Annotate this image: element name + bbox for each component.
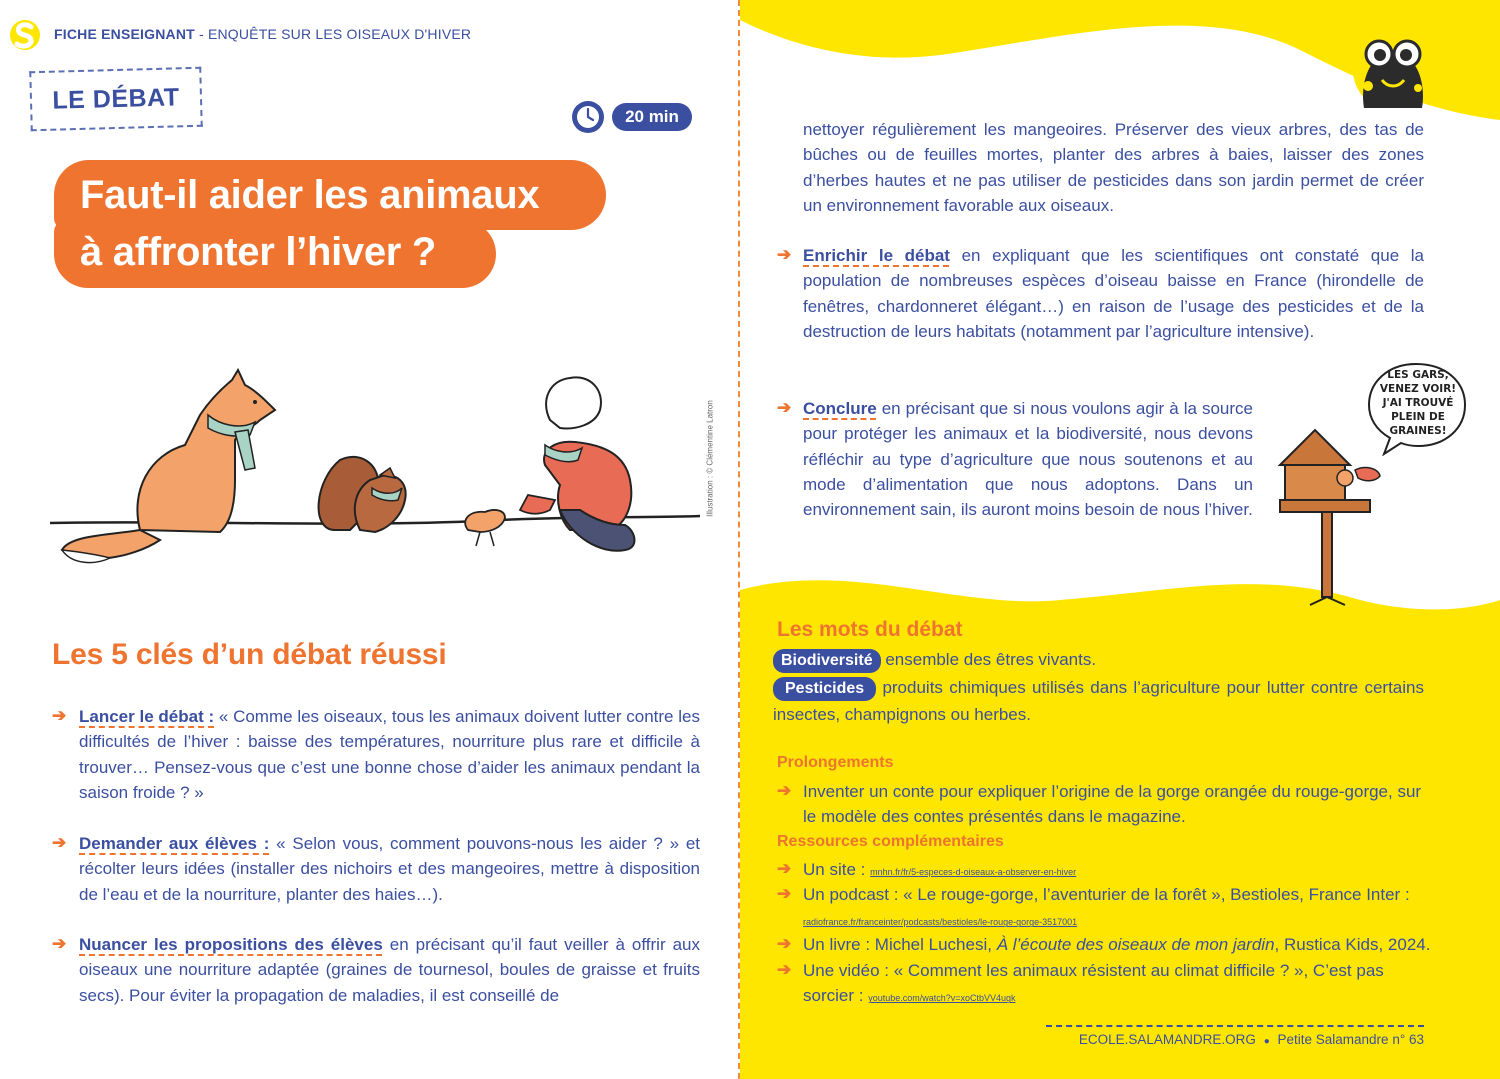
key-item-3-text: en précisant qu’il faut veiller à offrir aux oiseaux une nourriture adaptée (graines de tournesol, boules de graisse et fruits secs). Pour éviter la propagation de maladies, il est conseillé de bbox=[79, 935, 700, 1005]
term-pesticides-definition: produits chimiques utilisés dans l’agriculture pour lutter contre certains insectes, champignons ou herbes. bbox=[773, 678, 1424, 724]
arrow-icon: ➔ bbox=[777, 884, 792, 903]
key-item-4-keyword: Enrichir le débat bbox=[803, 246, 950, 265]
arrow-icon: ➔ bbox=[777, 398, 792, 417]
page-footer bbox=[1046, 1032, 1424, 1047]
mots-section-title: Les mots du débat bbox=[777, 618, 963, 641]
bubble-line-3: J'AI TROUVÉ bbox=[1382, 397, 1454, 409]
illustration-credit bbox=[704, 390, 716, 530]
key-item-1-text: « Comme les oiseaux, tous les animaux doivent lutter contre les difficultés de l’hiver : baisse des températures, nourriture plus rare et difficile à trouver… Pensez-vous que c’est une bonne chose d’aider les animaux pendant la saison froide ? » bbox=[79, 707, 700, 802]
animals-winter-illustration bbox=[50, 360, 700, 580]
key-item-2-text: « Selon vous, comment pouvons-nous les aider ? » et récolter leurs idées (installer des nichoirs et des mangeoires, mettre à disposition de l’eau et de la nourriture, planter des haies…). bbox=[79, 834, 700, 904]
mots-term-1-row bbox=[773, 647, 1424, 673]
bubble-line-4: PLEIN DE bbox=[1391, 411, 1445, 423]
resource-podcast-link[interactable]: radiofrance.fr/franceinter/podcasts/bestioles/le-rouge-gorge-3517001 bbox=[803, 917, 1078, 928]
footer-divider bbox=[1046, 1025, 1424, 1027]
squirrel-figure bbox=[319, 457, 406, 532]
debate-stamp bbox=[29, 67, 203, 131]
term-biodiversite-definition: ensemble des êtres vivants. bbox=[885, 650, 1097, 669]
prolongements-title: Prolongements bbox=[777, 754, 894, 771]
resource-video bbox=[803, 958, 1424, 1012]
fox-figure bbox=[62, 370, 275, 563]
key-item-3-keyword: Nuancer les propositions des élèves bbox=[79, 935, 383, 954]
arrow-icon: ➔ bbox=[777, 245, 792, 264]
resource-book-label: Un livre : Michel Luchesi, bbox=[803, 935, 997, 954]
resource-podcast bbox=[803, 882, 1424, 936]
footer-issue: Petite Salamandre n° 63 bbox=[1277, 1032, 1424, 1047]
term-biodiversite-tag: Biodiversité bbox=[773, 649, 881, 673]
resource-book-rest: , Rustica Kids, 2024. bbox=[1274, 935, 1431, 954]
key-item-2-keyword: Demander aux élèves : bbox=[79, 834, 270, 853]
ressources-title: Ressources complémentaires bbox=[777, 833, 1004, 850]
page-header bbox=[54, 26, 471, 42]
arrow-icon: ➔ bbox=[52, 833, 67, 852]
resource-podcast-label: Un podcast : « Le rouge-gorge, l’aventurier de la forêt », Bestioles, France Inter : bbox=[803, 885, 1410, 904]
arrow-icon: ➔ bbox=[52, 934, 67, 953]
keys-section-title: Les 5 clés d’un débat réussi bbox=[52, 638, 447, 671]
resource-video-link[interactable]: youtube.com/watch?v=xoCtbVV4ugk bbox=[868, 993, 1016, 1004]
arrow-icon: ➔ bbox=[777, 960, 792, 979]
page-fold-divider bbox=[738, 0, 740, 1079]
key-item-1 bbox=[79, 704, 700, 805]
header-separator: - bbox=[194, 26, 208, 42]
speech-bubble-text bbox=[1372, 368, 1464, 438]
resource-book bbox=[803, 932, 1431, 957]
resource-site-label: Un site : bbox=[803, 860, 871, 879]
resource-book-title: À l’écoute des oiseaux de mon jardin bbox=[996, 935, 1275, 954]
key-item-2 bbox=[79, 831, 700, 907]
footer-bullet: ● bbox=[1263, 1036, 1270, 1047]
duration-badge: 20 min bbox=[612, 103, 692, 131]
illustration-credit-text: Illustration : © Clémentine Latron bbox=[705, 400, 715, 517]
page-title-line-2: à affronter l’hiver ? bbox=[54, 220, 496, 288]
term-pesticides-tag: Pesticides bbox=[773, 677, 876, 701]
footer-site[interactable]: ECOLE.SALAMANDRE.ORG bbox=[1078, 1032, 1256, 1047]
mots-term-2-row bbox=[773, 674, 1424, 728]
key-item-5-text: en précisant que si nous voulons agir à la source pour protéger les animaux et la biodiversité, nous devons réfléchir au type d’agriculture que nous soutenons et au mode d’alimentation que nous adoptons. Dans un environnement sain, ils auront moins besoin de nous l’hiver. bbox=[803, 399, 1253, 520]
key-item-5 bbox=[803, 396, 1253, 522]
bubble-line-2: VENEZ VOIR! bbox=[1379, 383, 1457, 395]
page-title-line-1: Faut-il aider les animaux bbox=[54, 160, 606, 230]
header-subtitle: ENQUÊTE SUR LES OISEAUX D'HIVER bbox=[207, 26, 472, 42]
child-figure bbox=[520, 377, 634, 550]
birdhouse-icon bbox=[1270, 420, 1410, 610]
clock-icon bbox=[570, 99, 606, 135]
key-item-4 bbox=[803, 243, 1424, 344]
key-item-4-text: en expliquant que les scientifiques ont constaté que la population de nombreuses espèces d’oiseau baisse en France (hirondelle de fenêtres, chardonneret élégant…) en raison de l’usage des pesticides et de la destruction de leurs habitats (notamment par l’agriculture intensive). bbox=[803, 246, 1425, 341]
arrow-icon: ➔ bbox=[777, 859, 792, 878]
bubble-line-5: GRAINES! bbox=[1389, 425, 1447, 437]
bubble-line-1: LES GARS, bbox=[1387, 369, 1449, 381]
stamp-label: LE DÉBAT bbox=[52, 83, 180, 115]
arrow-icon: ➔ bbox=[777, 934, 792, 953]
prolongements-text: Inventer un conte pour expliquer l’origine de la gorge orangée du rouge-gorge, sur le modèle des contes présentés dans le magazine. bbox=[803, 782, 1422, 827]
key-item-3 bbox=[79, 932, 700, 1008]
key-item-5-keyword: Conclure bbox=[803, 399, 877, 418]
header-section-label: FICHE ENSEIGNANT bbox=[54, 26, 195, 42]
key-item-1-keyword: Lancer le débat : bbox=[79, 707, 215, 726]
salamandre-logo-icon bbox=[6, 18, 44, 52]
arrow-icon: ➔ bbox=[52, 706, 67, 725]
mascot-icon bbox=[1346, 24, 1440, 108]
arrow-icon: ➔ bbox=[777, 781, 792, 800]
resource-video-label: Une vidéo : « Comment les animaux résistent au climat difficile ? », C’est pas sorcier : bbox=[803, 961, 1384, 1006]
bird-figure bbox=[465, 510, 505, 546]
resource-site-link[interactable]: mnhn.fr/fr/5-especes-d-oiseaux-a-observer-en-hiver bbox=[870, 867, 1077, 877]
key-item-3-continued: nettoyer régulièrement les mangeoires. Préserver des vieux arbres, des tas de bûches ou de feuilles mortes, planter des arbres à baies, laisser des zones d’herbes hautes et ne pas utiliser de pesticides dans son jardin permet de créer un environnement favorable aux oiseaux. bbox=[803, 120, 1424, 215]
